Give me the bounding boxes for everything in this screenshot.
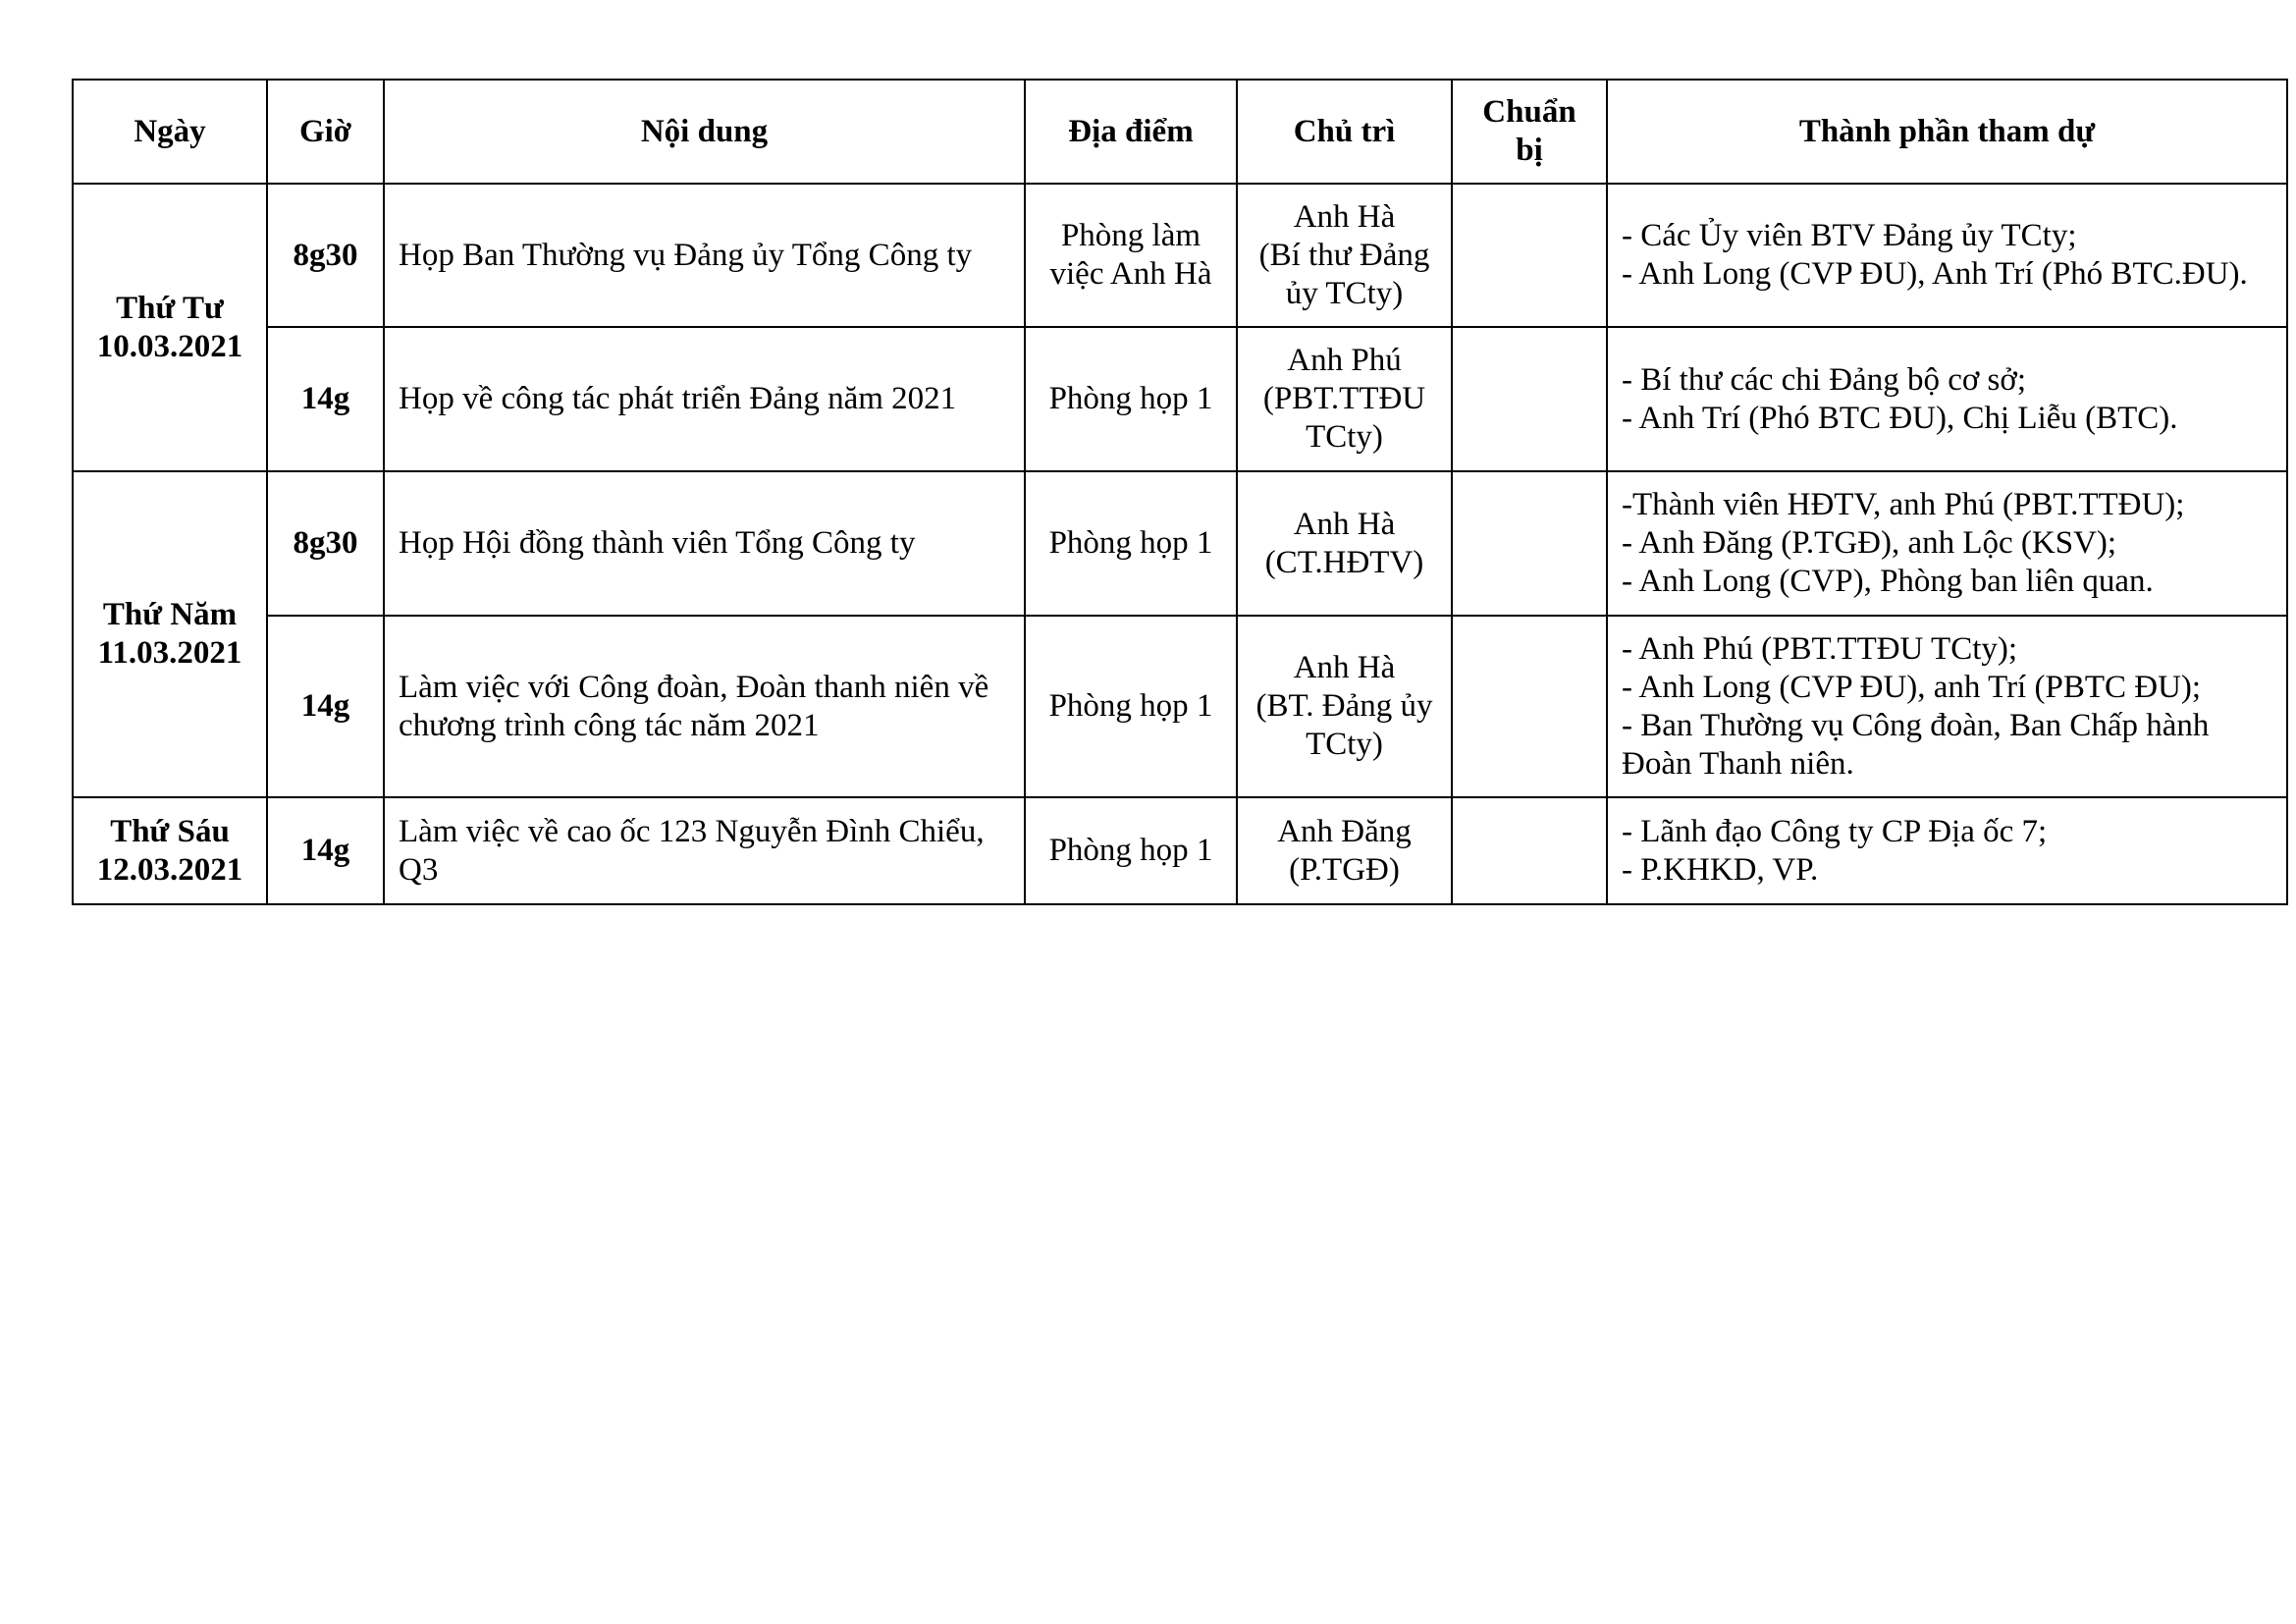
day-cell [73, 471, 267, 797]
place-line: Phòng làm [1060, 218, 1201, 253]
header-date: Ngày [73, 80, 267, 184]
prep-cell [1452, 327, 1607, 471]
time-cell: 14g [267, 797, 384, 904]
place-cell [1025, 616, 1237, 797]
table-row [73, 797, 2287, 904]
place-cell [1025, 327, 1237, 471]
host-line: ủy TCty) [1285, 275, 1404, 311]
host-line: TCty) [1306, 727, 1383, 762]
header-row [73, 80, 2287, 184]
participants-cell [1607, 327, 2287, 471]
content-cell [384, 471, 1025, 616]
host-cell [1237, 471, 1452, 616]
prep-cell [1452, 471, 1607, 616]
header-host: Chủ trì [1237, 80, 1452, 184]
host-line: TCty) [1306, 419, 1383, 455]
host-line: (Bí thư Đảng [1258, 237, 1430, 273]
place-cell [1025, 471, 1237, 616]
content-line: Làm việc với Công đoàn, Đoàn thanh niên về [399, 669, 989, 705]
content-line: Họp Hội đồng thành viên Tổng Công ty [399, 525, 916, 561]
participant-line: - Anh Trí (Phó BTC ĐU), Chị Liễu (BTC). [1622, 400, 2178, 436]
participant-line: -Thành viên HĐTV, anh Phú (PBT.TTĐU); [1622, 487, 2185, 522]
host-line: Anh Đăng [1277, 813, 1412, 849]
participant-line: - Ban Thường vụ Công đoàn, Ban Chấp hành [1622, 707, 2210, 743]
header-prep-line2: bị [1516, 133, 1543, 168]
header-prep [1452, 80, 1607, 184]
place-line: việc Anh Hà [1049, 256, 1212, 292]
header-content: Nội dung [384, 80, 1025, 184]
table-row [73, 616, 2287, 797]
day-weekday: Thứ Sáu [110, 813, 230, 849]
table-row [73, 184, 2287, 327]
day-date: 11.03.2021 [97, 635, 242, 671]
header-participants: Thành phần tham dự [1607, 80, 2287, 184]
participant-line: - Lãnh đạo Công ty CP Địa ốc 7; [1622, 813, 2048, 849]
day-date: 10.03.2021 [96, 328, 243, 364]
participants-cell [1607, 797, 2287, 904]
host-cell [1237, 327, 1452, 471]
host-cell [1237, 184, 1452, 327]
time-cell: 14g [267, 327, 384, 471]
participants-cell [1607, 184, 2287, 327]
content-cell [384, 797, 1025, 904]
header-place: Địa điểm [1025, 80, 1237, 184]
host-cell [1237, 797, 1452, 904]
host-line: (P.TGĐ) [1289, 851, 1400, 888]
schedule-table [72, 79, 2288, 905]
content-line: chương trình công tác năm 2021 [399, 707, 820, 743]
day-cell [73, 797, 267, 904]
day-weekday: Thứ Tư [116, 290, 224, 326]
host-line: Anh Hà [1293, 650, 1396, 685]
content-line: Họp về công tác phát triển Đảng năm 2021 [399, 381, 957, 416]
participant-line: - Các Ủy viên BTV Đảng ủy TCty; [1622, 218, 2077, 253]
host-line: Anh Hà [1293, 198, 1396, 235]
prep-cell [1452, 616, 1607, 797]
header-time: Giờ [267, 80, 384, 184]
prep-cell [1452, 797, 1607, 904]
host-line: (BT. Đảng ủy [1255, 688, 1433, 724]
participant-line: - P.KHKD, VP. [1622, 851, 1819, 888]
table-row [73, 327, 2287, 471]
participants-cell [1607, 616, 2287, 797]
participant-line: Đoàn Thanh niên. [1622, 745, 1854, 782]
participant-line: - Bí thư các chi Đảng bộ cơ sở; [1622, 361, 2027, 398]
day-weekday: Thứ Năm [102, 597, 238, 632]
place-line: Phòng họp 1 [1048, 525, 1213, 561]
place-cell [1025, 797, 1237, 904]
day-date: 12.03.2021 [96, 851, 243, 888]
participant-line: - Anh Long (CVP ĐU), Anh Trí (Phó BTC.ĐU). [1622, 256, 2248, 292]
content-cell [384, 616, 1025, 797]
participant-line: - Anh Long (CVP ĐU), anh Trí (PBTC ĐU); [1622, 669, 2202, 705]
place-line: Phòng họp 1 [1048, 688, 1213, 724]
participant-line: - Anh Phú (PBT.TTĐU TCty); [1622, 630, 2018, 667]
participant-line: - Anh Long (CVP), Phòng ban liên quan. [1622, 564, 2154, 599]
header-prep-line1: Chuẩn [1482, 94, 1576, 130]
host-cell [1237, 616, 1452, 797]
table-row [73, 471, 2287, 616]
time-cell: 14g [267, 616, 384, 797]
place-line: Phòng họp 1 [1048, 381, 1213, 416]
content-cell [384, 327, 1025, 471]
host-line: (CT.HĐTV) [1264, 544, 1424, 580]
content-line: Họp Ban Thường vụ Đảng ủy Tổng Công ty [399, 237, 973, 273]
place-cell [1025, 184, 1237, 327]
content-line: Làm việc về cao ốc 123 Nguyễn Đình Chiểu, [399, 813, 985, 849]
prep-cell [1452, 184, 1607, 327]
time-cell: 8g30 [267, 184, 384, 327]
day-cell [73, 184, 267, 471]
content-line: Q3 [399, 851, 439, 888]
host-line: (PBT.TTĐU [1262, 381, 1426, 416]
place-line: Phòng họp 1 [1048, 833, 1213, 868]
host-line: Anh Hà [1293, 506, 1396, 542]
participants-cell [1607, 471, 2287, 616]
host-line: Anh Phú [1287, 343, 1402, 378]
time-cell: 8g30 [267, 471, 384, 616]
participant-line: - Anh Đăng (P.TGĐ), anh Lộc (KSV); [1622, 525, 2117, 561]
content-cell [384, 184, 1025, 327]
